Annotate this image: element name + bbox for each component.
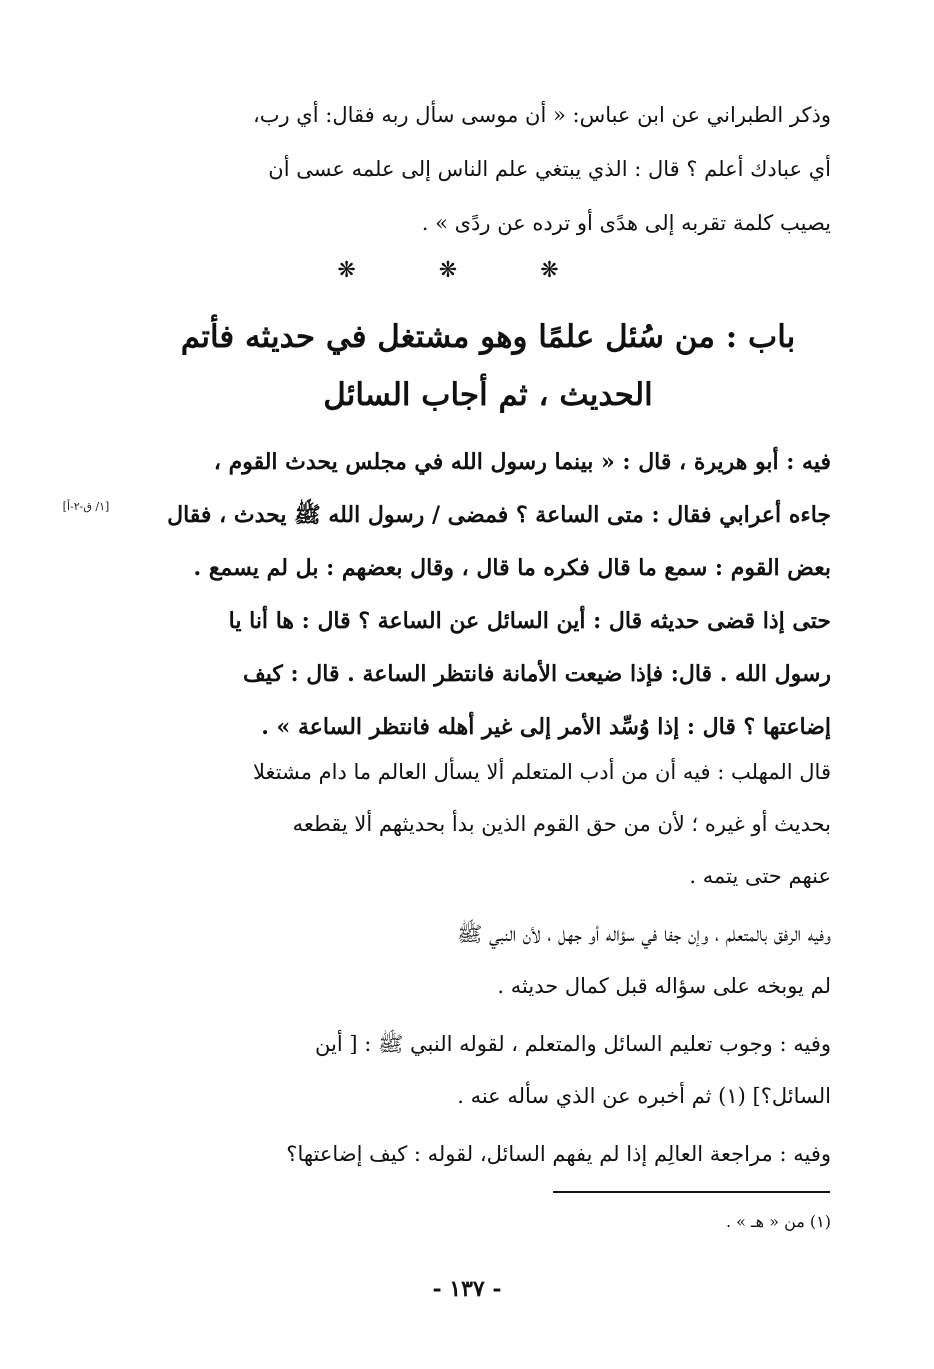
commentary-line: عنهم حتى يتمه . bbox=[689, 864, 831, 888]
commentary-line: لم يوبخه على سؤاله قبل كمال حديثه . bbox=[497, 974, 831, 998]
commentary-line: بحديث أو غيره ؛ لأن من حق القوم الذين بدأ بحديثهم ألا يقطعه bbox=[292, 812, 831, 836]
page-number: - ١٣٧ - bbox=[432, 1276, 502, 1302]
intro-line: أي عبادك أعلم ؟ قال : الذي يبتغي علم الناس إلى علمه عسى أن bbox=[268, 157, 831, 181]
commentary-paragraph bbox=[145, 1128, 831, 1180]
hadith-line: فيه : أبو هريرة ، قال : « بينما رسول الله في مجلس يحدث القوم ، bbox=[213, 449, 831, 475]
commentary-paragraph bbox=[145, 908, 831, 1012]
commentary-line: وفيه : وجوب تعليم السائل والمتعلم ، لقوله النبي ﷺ : [ أين bbox=[315, 1032, 831, 1056]
chapter-title-line: باب : من سُئل علمًا وهو مشتغل في حديثه فأتم bbox=[180, 319, 796, 355]
footnote-divider bbox=[553, 1191, 830, 1193]
chapter-title-line: الحديث ، ثم أجاب السائل bbox=[323, 377, 653, 413]
intro-line: وذكر الطبراني عن ابن عباس: « أن موسى سأل ربه فقال: أي رب، bbox=[252, 103, 831, 127]
commentary-line: وفيه الرفق بالمتعلم ، وإن جفا في سؤاله أو جهل ، لأن النبي ﷺ bbox=[456, 922, 831, 946]
hadith-paragraph bbox=[145, 436, 831, 754]
intro-paragraph bbox=[145, 88, 831, 250]
manuscript-margin-reference: [١/ ق-٢-أ] bbox=[62, 500, 110, 513]
intro-line: يصيب كلمة تقربه إلى هدًى أو ترده عن ردًى » . bbox=[421, 211, 831, 235]
commentary-paragraph bbox=[145, 1018, 831, 1122]
hadith-line: حتى إذا قضى حديثه قال : أين السائل عن الساعة ؟ قال : ها أنا يا bbox=[228, 608, 831, 634]
commentary-paragraph bbox=[145, 746, 831, 902]
chapter-title bbox=[145, 308, 831, 424]
hadith-line: رسول الله . قال: فإذا ضيعت الأمانة فانتظر الساعة . قال : كيف bbox=[242, 661, 831, 687]
section-separator: ❋ ❋ ❋ bbox=[337, 258, 597, 283]
hadith-line: إضاعتها ؟ قال : إذا وُسِّد الأمر إلى غير أهله فانتظر الساعة » . bbox=[261, 714, 831, 740]
commentary-line: وفيه : مراجعة العالِم إذا لم يفهم السائل، لقوله : كيف إضاعتها؟ bbox=[286, 1142, 831, 1166]
commentary-line: قال المهلب : فيه أن من أدب المتعلم ألا يسأل العالم ما دام مشتغلا bbox=[252, 760, 831, 784]
footnote: (١) من « هـ » . bbox=[725, 1212, 831, 1231]
hadith-line: جاءه أعرابي فقال : متى الساعة ؟ فمضى / رسول الله ﷺ يحدث ، فقال bbox=[167, 502, 831, 528]
commentary-line: السائل؟] (١) ثم أخبره عن الذي سأله عنه . bbox=[457, 1084, 831, 1108]
hadith-line: بعض القوم : سمع ما قال فكره ما قال ، وقال بعضهم : بل لم يسمع . bbox=[193, 555, 831, 581]
